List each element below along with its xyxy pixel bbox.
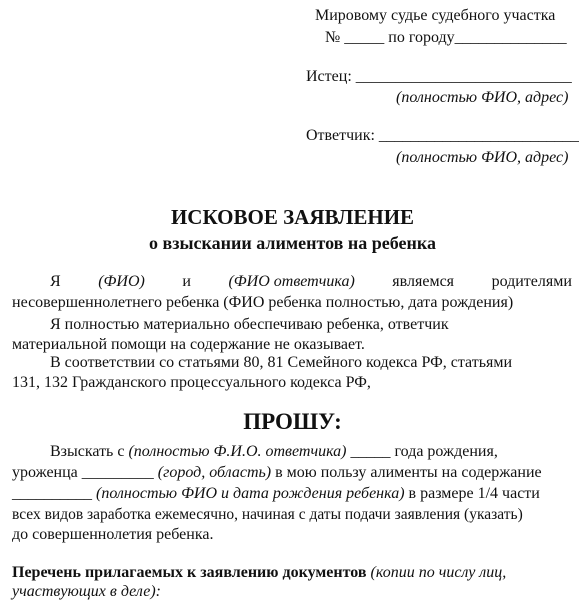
defendant-line: Ответчик: _________________________ [306,127,579,144]
prayer-line2 [12,463,542,483]
attachments-line1 [12,563,506,583]
paragraph-1-line2: несовершеннолетнего ребенка (ФИО ребенка полностью, дата рождения) [12,294,514,311]
prayer-l1-a: Взыскать с [50,443,129,460]
p1-word-3: и [182,273,191,290]
p1-word-6: родителями [491,273,572,290]
prayer-line3 [12,484,540,504]
paragraph-1-line1 [50,272,572,292]
paragraph-3-line1: В соответствии со статьями 80, 81 Семейного кодекса РФ, статьями [50,354,513,371]
prayer-heading: ПРОШУ: [243,409,342,434]
paragraph-3-line2: 131, 132 Гражданского процессуального кодекса РФ, [12,374,371,391]
prayer-l2-b: (город, область) [157,464,272,481]
p1-word-4: (ФИО ответчика) [228,273,355,290]
document-title: ИСКОВОЕ ЗАЯВЛЕНИЕ [170,205,415,229]
prayer-l2-a: уроженца _________ [12,464,158,481]
paragraph-2-line2: материальной помощи на содержание не оказывает. [12,336,365,353]
prayer-l1-b: (полностью Ф.И.О. ответчика) [128,443,347,460]
p1-word-5: являемся [392,273,455,290]
prayer-line4: всех видов заработка ежемесячно, начиная с даты подачи заявления (указать) [12,506,523,523]
defendant-hint: (полностью ФИО, адрес) [396,149,569,166]
p1-word-1: Я [50,273,61,290]
prayer-line1 [50,442,498,462]
prayer-l3-c: в размере 1/4 части [404,485,540,502]
prayer-l1-c: _____ года рождения, [346,443,498,460]
plaintiff-hint: (полностью ФИО, адрес) [396,89,569,106]
prayer-line5: до совершеннолетия ребенка. [12,526,214,543]
attachments-heading: Перечень прилагаемых к заявлению документов [12,564,367,581]
attachments-note-1: (копии по числу лиц, [366,564,507,581]
attachments-note-2: участвующих в деле): [12,583,161,600]
document-subtitle: о взыскании алиментов на ребенка [149,233,436,253]
court-addressee-line1: Мировому судье судебного участка [315,7,556,24]
paragraph-2-line1: Я полностью материально обеспечиваю ребенка, ответчик [50,316,449,333]
court-addressee-line2: № _____ по городу______________ [325,29,567,46]
prayer-l3-a: __________ [12,485,96,502]
prayer-l2-c: в мою пользу алименты на содержание [271,464,542,481]
prayer-l3-b: (полностью ФИО и дата рождения ребенка) [96,485,405,502]
p1-word-2: (ФИО) [98,273,145,290]
plaintiff-line: Истец: ___________________________ [306,68,572,85]
